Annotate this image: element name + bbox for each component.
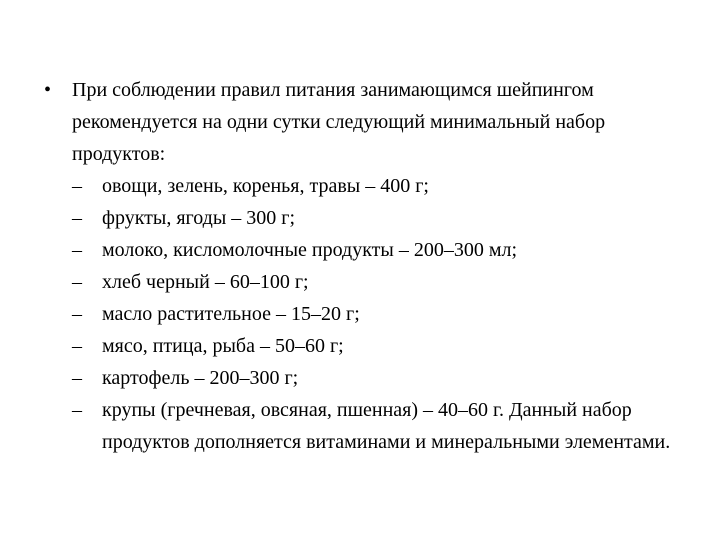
dash-icon: – (72, 207, 82, 229)
list-item-text: фрукты, ягоды – 300 г; (102, 207, 296, 229)
dash-icon: – (72, 271, 82, 293)
bullet-icon: • (44, 79, 52, 101)
dash-icon: – (72, 175, 82, 197)
list-item (44, 362, 694, 394)
dash-icon: – (72, 399, 82, 421)
list-item (44, 202, 694, 234)
product-list (44, 170, 694, 458)
dash-icon: – (72, 239, 82, 261)
list-item (44, 170, 694, 202)
list-item-text: картофель – 200–300 г; (102, 367, 299, 389)
dash-icon: – (72, 303, 82, 325)
slide-content (44, 74, 694, 458)
list-item-text: молоко, кисломолочные продукты – 200–300 мл; (102, 239, 518, 261)
dash-icon: – (72, 367, 82, 389)
list-item (44, 394, 694, 458)
list-item (44, 266, 694, 298)
list-item-text: крупы (гречневая, овсяная, пшенная) – 40–60 г. Данный набор продуктов дополняется витаминами и минеральными элементами. (102, 399, 671, 453)
list-item (44, 330, 694, 362)
list-item-text: овощи, зелень, коренья, травы – 400 г; (102, 175, 429, 197)
list-item (44, 234, 694, 266)
intro-text: При соблюдении правил питания занимающимся шейпингом рекомендуется на одни сутки следующий минимальный набор продуктов: (72, 79, 606, 165)
dash-icon: – (72, 335, 82, 357)
list-item-text: хлеб черный – 60–100 г; (102, 271, 309, 293)
list-item (44, 298, 694, 330)
list-item-text: мясо, птица, рыба – 50–60 г; (102, 335, 344, 357)
intro-paragraph (44, 74, 694, 170)
list-item-text: масло растительное – 15–20 г; (102, 303, 360, 325)
